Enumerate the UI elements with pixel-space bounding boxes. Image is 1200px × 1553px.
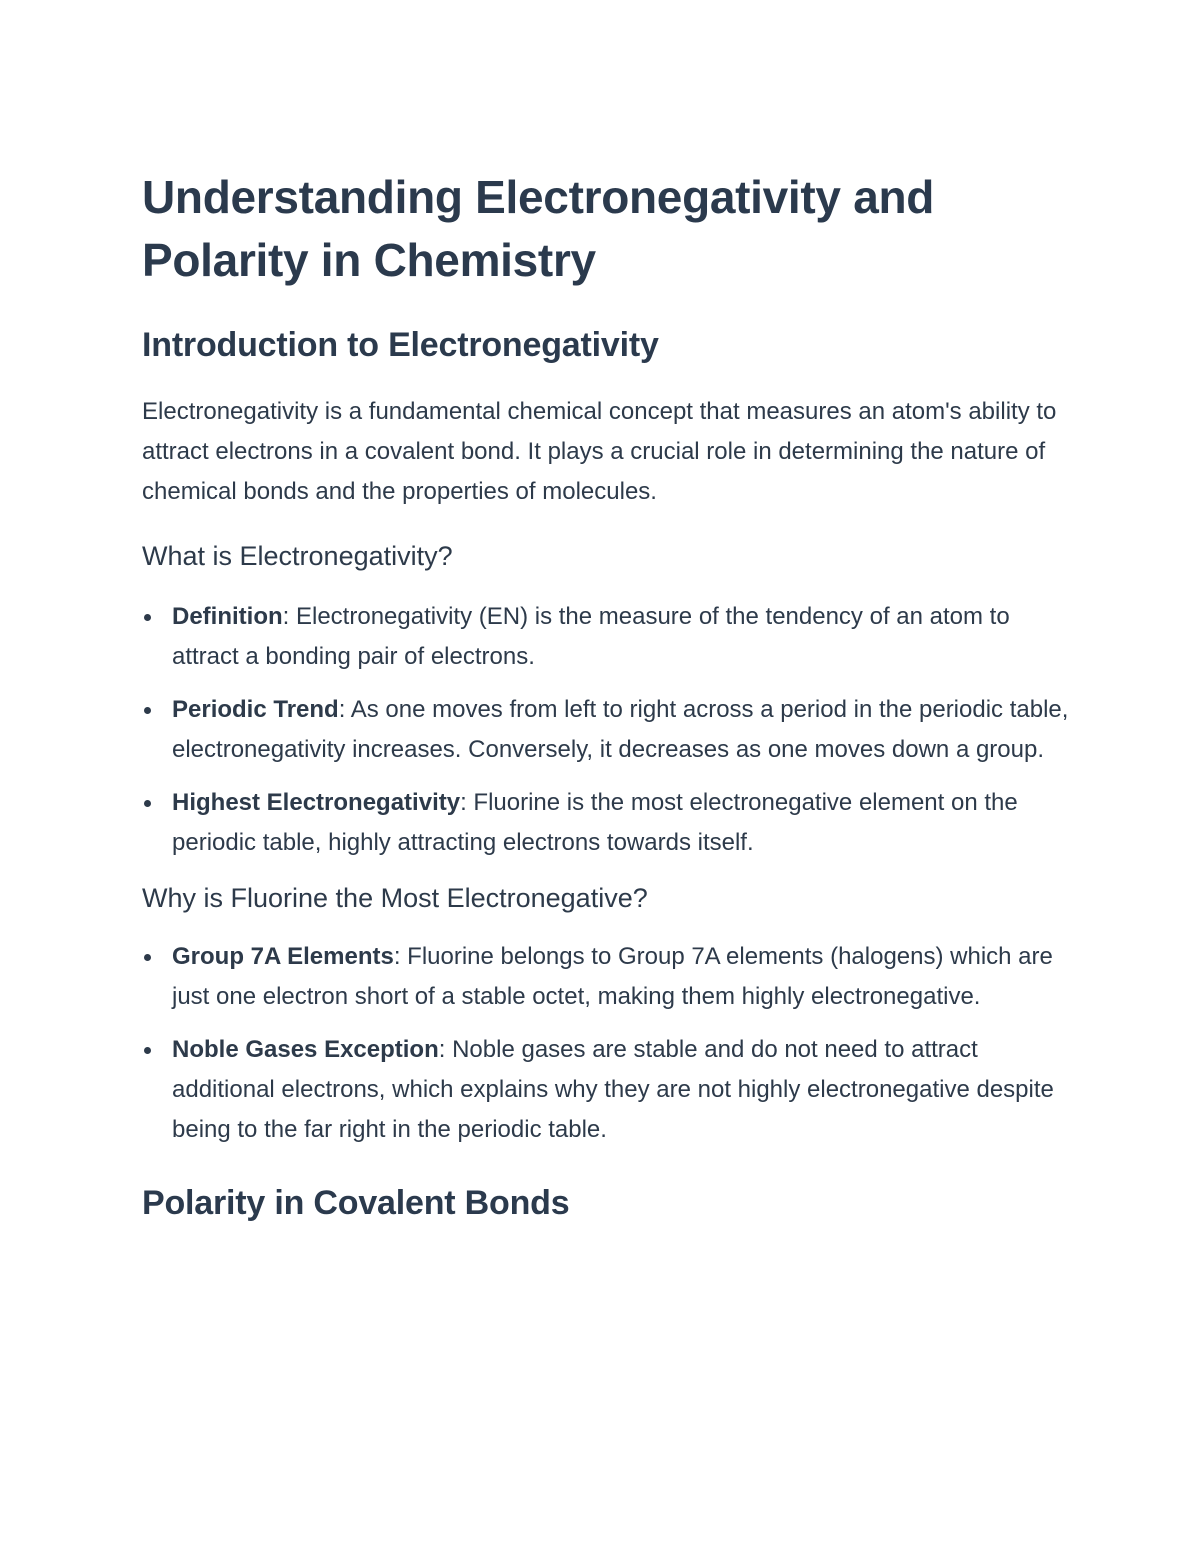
list-item-term: Periodic Trend (172, 696, 339, 723)
bullet-icon (144, 954, 151, 961)
bullet-icon (144, 800, 151, 807)
subheading-what-is-electronegativity: What is Electronegativity? (142, 541, 453, 571)
bullet-icon (144, 707, 151, 714)
list-item (142, 690, 1072, 770)
list-item (142, 1030, 1072, 1150)
why-bullet-list (142, 937, 1072, 1150)
list-item (142, 937, 1072, 1017)
what-bullet-list (142, 597, 1072, 863)
page-title: Understanding Electronegativity and Polarity in Chemistry (142, 171, 935, 286)
list-item-term: Noble Gases Exception (172, 1036, 439, 1063)
list-item-text: : Fluorine is the most electronegative element on the periodic table, highly attracting electrons towards itself. (172, 789, 1018, 856)
subheading-why-fluorine: Why is Fluorine the Most Electronegative? (142, 883, 648, 913)
list-item (142, 783, 1072, 863)
list-item (142, 597, 1072, 677)
list-item-text: : As one moves from left to right across a period in the periodic table, electronegativity increases. Conversely, it decreases as one moves down a group. (172, 696, 1069, 763)
list-item-term: Highest Electronegativity (172, 789, 461, 816)
list-item-term: Group 7A Elements (172, 943, 394, 970)
bullet-icon (144, 614, 151, 621)
list-item-text: : Electronegativity (EN) is the measure of the tendency of an atom to attract a bonding pair of electrons. (172, 603, 1010, 670)
intro-paragraph: Electronegativity is a fundamental chemical concept that measures an atom's ability to attract electrons in a covalent bond. It plays a crucial role in determining the nature of chemical bonds and the properties of molecules. (142, 398, 1057, 505)
bullet-icon (144, 1047, 151, 1054)
section-heading-polarity: Polarity in Covalent Bonds (142, 1184, 570, 1222)
list-item-term: Definition (172, 603, 283, 630)
list-item-text: : Fluorine belongs to Group 7A elements (halogens) which are just one electron short of a stable octet, making them highly electronegative. (172, 943, 1053, 1010)
section-heading-introduction: Introduction to Electronegativity (142, 326, 659, 364)
document-page (142, 166, 1072, 1226)
list-item-text: : Noble gases are stable and do not need to attract additional electrons, which explains why they are not highly electronegative despite being to the far right in the periodic table. (172, 1036, 1054, 1143)
